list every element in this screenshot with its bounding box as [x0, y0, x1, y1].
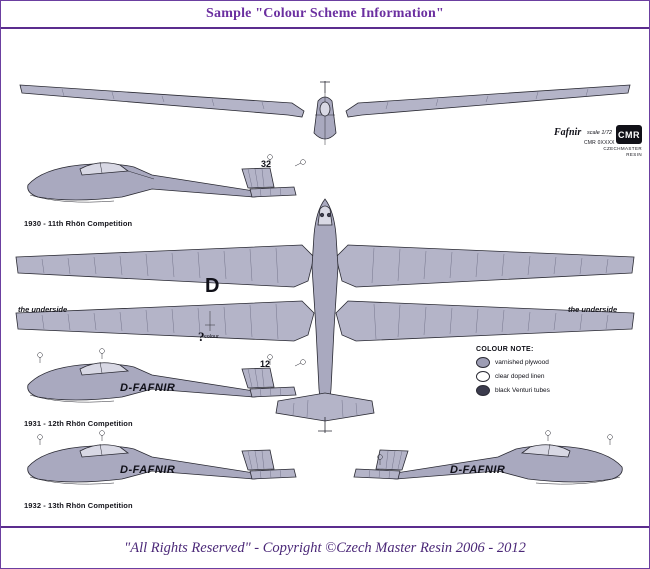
logo-kit-code: CMR 0XXXX: [584, 140, 615, 146]
manufacturer-logo: [554, 125, 642, 159]
underside-label-left: the underside: [18, 305, 68, 314]
query-note: colour: [204, 334, 219, 340]
side-view-1932-left: [28, 431, 296, 485]
page-footer-bar: [1, 526, 649, 568]
colour-note-row: [476, 357, 586, 368]
caption-1931: 1931 - 12th Rhön Competition: [24, 419, 133, 428]
copyright-text: "All Rights Reserved" - Copyright ©Czech Master Resin 2006 - 2012: [124, 539, 526, 556]
swatch-varnished-plywood-icon: [476, 357, 490, 368]
glider-artwork: [2, 29, 648, 527]
colour-note-label: varnished plywood: [495, 359, 549, 366]
caption-1930: 1930 - 11th Rhön Competition: [24, 219, 133, 228]
query-mark: ?: [198, 329, 205, 344]
swatch-black-venturi-tubes-icon: [476, 385, 490, 396]
cmr-logo-icon: CMR: [616, 125, 642, 144]
logo-brand: Fafnir: [554, 127, 582, 138]
page-title: Sample "Colour Scheme Information": [206, 6, 444, 21]
logo-company-line2: RESIN: [626, 152, 642, 157]
colour-note-label: black Venturi tubes: [495, 387, 550, 394]
colour-note-row: [476, 371, 586, 382]
artwork-plate: [2, 29, 648, 527]
marking-number-32: 32: [261, 159, 272, 169]
marking-number-12: 12: [260, 359, 271, 369]
colour-note-label: clear doped linen: [495, 373, 545, 380]
registration-1931: D-FAFNIR: [120, 382, 176, 394]
side-view-1932-right: [354, 431, 622, 485]
registration-1932-right: D-FAFNIR: [450, 464, 506, 476]
swatch-clear-doped-linen-icon: [476, 371, 490, 382]
logo-scale: scale 1/72: [587, 130, 613, 136]
front-view: [20, 81, 630, 145]
caption-1932: 1932 - 13th Rhön Competition: [24, 501, 133, 510]
page-title-bar: [1, 1, 649, 29]
registration-1932-left: D-FAFNIR: [120, 464, 176, 476]
colour-note-box: [476, 346, 586, 399]
underside-label-right: the underside: [568, 305, 618, 314]
colour-note-row: [476, 385, 586, 396]
side-view-1931: [28, 349, 306, 403]
logo-company-line1: CZECHMASTER: [603, 146, 642, 151]
colour-note-heading: COLOUR NOTE:: [476, 346, 534, 353]
wing-letter-d: D: [205, 275, 220, 297]
